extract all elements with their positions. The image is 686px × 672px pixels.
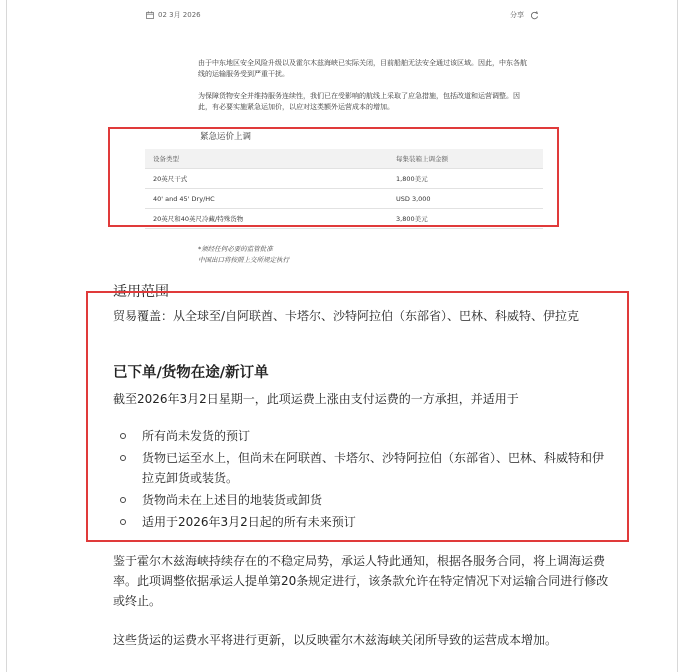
orders-heading: 已下单/货物在途/新订单 [113, 365, 269, 381]
list-item [113, 490, 613, 510]
equipment-cell: 20英尺干式 [145, 169, 396, 189]
table-row [145, 209, 543, 229]
bullet-icon [120, 455, 126, 461]
list-item [113, 426, 613, 446]
bullet-icon [120, 519, 126, 525]
amount-cell: 1,800美元 [396, 169, 543, 189]
table-row [145, 189, 543, 209]
scope-heading: 适用范围 [113, 284, 169, 300]
footnote-china-export: 中国出口将按照上交所规定执行 [198, 256, 289, 264]
header-equipment-type: 设备类型 [145, 149, 396, 169]
equipment-cell: 20英尺和40英尺冷藏/特殊货物 [145, 209, 396, 229]
list-item-text: 适用于2026年3月2日起的所有未来预订 [142, 515, 356, 529]
date-bar [146, 10, 201, 20]
list-item-text: 所有尚未发货的预订 [142, 429, 251, 443]
publish-date: 02 3月 2026 [158, 11, 201, 19]
rates-title: 紧急运价上调 [200, 132, 252, 142]
amount-cell: 3,800美元 [396, 209, 543, 229]
calendar-icon [146, 11, 154, 19]
trade-coverage: 贸易覆盖：从全球至/自阿联酋、卡塔尔、沙特阿拉伯（东部省）、巴林、科威特、伊拉克 [113, 309, 580, 323]
list-item [113, 512, 613, 532]
rates-table [145, 149, 543, 229]
share-icon [530, 11, 539, 20]
effective-statement: 截至2026年3月2日星期一，此项运费上涨由支付运费的一方承担，并适用于 [113, 392, 519, 406]
intro-paragraph-2: 为保障货物安全并维持服务连续性，我们已在受影响的航线上采取了应急措施，包括改道和运营调整。因此，有必要实施紧急运加价，以应对这类额外运营成本的增加。 [198, 92, 520, 111]
share-label: 分享 [510, 11, 524, 19]
list-item [113, 448, 613, 488]
intro-paragraph-1: 由于中东地区安全风险升级以及霍尔木兹海峡已实际关闭，目前船舶无法安全通过该区域。因此，中东各航线的运输服务受到严重干扰。 [198, 59, 527, 78]
equipment-cell: 40' and 45' Dry/HC [145, 189, 396, 209]
applicability-list [113, 426, 613, 534]
table-row [145, 169, 543, 189]
amount-cell: USD 3,000 [396, 189, 543, 209]
bullet-icon [120, 433, 126, 439]
closing-paragraph-1: 鉴于霍尔木兹海峡持续存在的不稳定局势，承运人特此通知，根据各服务合同，将上调海运费率。此项调整依据承运人提单第20条规定进行，该条款允许在特定情况下对运输合同进行修改或终止。 [113, 554, 609, 608]
footnote-regulatory: *须经任何必要的监管批准 [198, 245, 273, 253]
header-increase-amount: 每集装箱上调金额 [396, 149, 543, 169]
closing-paragraph-2: 这些货运的运费水平将进行更新，以反映霍尔木兹海峡关闭所导致的运营成本增加。 [113, 633, 558, 647]
table-header-row [145, 149, 543, 169]
share-button[interactable] [510, 10, 539, 20]
list-item-text: 货物已运至水上，但尚未在阿联酋、卡塔尔、沙特阿拉伯（东部省）、巴林、科威特和伊拉克卸货或装货。 [142, 451, 605, 485]
bullet-icon [120, 497, 126, 503]
list-item-text: 货物尚未在上述目的地装货或卸货 [142, 493, 323, 507]
